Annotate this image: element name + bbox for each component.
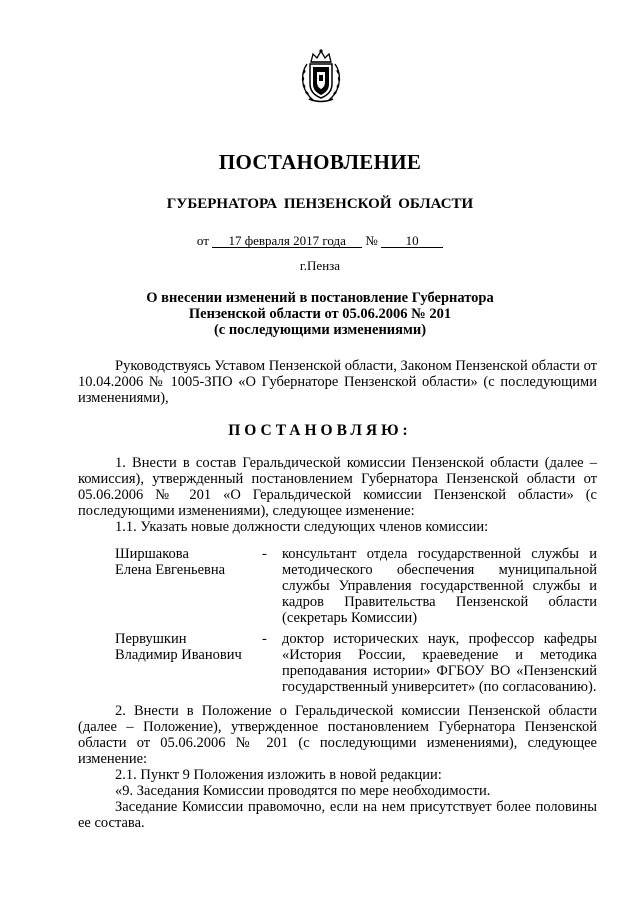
member-1-role: консультант отдела государственной службы и методического обеспечения муниципальной службы Управления государственной службы и кадров Правительства Пензенской области (секретарь Комиссии) <box>282 546 597 626</box>
member-1-name <box>115 546 255 578</box>
document-issuer: ГУБЕРНАТОРА ПЕНЗЕНСКОЙ ОБЛАСТИ <box>166 196 474 212</box>
coat-of-arms-emblem <box>299 48 343 104</box>
decree-heading: ПОСТАНОВЛЯЮ: <box>228 422 412 439</box>
document-city: г.Пенза <box>299 258 341 273</box>
document-number: 10 <box>381 234 443 248</box>
date-prefix: от <box>196 233 209 248</box>
item-2-1-paragraph: 2.1. Пункт 9 Положения изложить в новой редакции: <box>115 767 442 783</box>
heading-line-2: Пензенской области от 05.06.2006 № 201 <box>188 306 452 322</box>
heading-line-1: О внесении изменений в постановление Губернатора <box>146 290 494 306</box>
item-1-1-paragraph: 1.1. Указать новые должности следующих членов комиссии: <box>115 519 489 535</box>
member-2-role: доктор исторических наук, профессор кафедры «История России, краеведение и методика преподавания истории» ФГБОУ ВО «Пензенский государственный университет» (по согласованию). <box>282 631 597 695</box>
document-date: 17 февраля 2017 года <box>212 234 362 248</box>
quorum-paragraph: Заседание Комиссии правомочно, если на нем присутствует более половины ее состава. <box>78 799 597 831</box>
intro-paragraph: Руководствуясь Уставом Пензенской области, Законом Пензенской области от 10.04.2006 № 1005-ЗПО «О Губернаторе Пензенской области» (с последующими изменениями), <box>78 358 597 406</box>
number-sign: № <box>365 233 378 248</box>
document-title: ПОСТАНОВЛЕНИЕ <box>218 150 422 174</box>
member-given-name: Владимир Иванович <box>115 647 242 663</box>
member-2-name <box>115 631 255 663</box>
item-2-paragraph: 2. Внести в Положение о Геральдической комиссии Пензенской области (далее – Положение), утвержденное постановлением Губернатора Пензенской области от 05.06.2006 № 201 (с последующими изменениями), следующее изменение: <box>78 703 597 767</box>
member-1-dash: - <box>262 546 267 562</box>
member-2-dash: - <box>262 631 267 647</box>
item-9-paragraph: «9. Заседания Комиссии проводятся по мере необходимости. <box>115 783 491 799</box>
heading-line-3: (с последующими изменениями) <box>213 322 427 338</box>
member-surname: Первушкин <box>115 631 187 647</box>
member-surname: Ширшакова <box>115 546 189 562</box>
date-number-line <box>0 233 640 249</box>
member-given-name: Елена Евгеньевна <box>115 562 226 578</box>
document-heading <box>0 290 640 338</box>
item-1-paragraph: 1. Внести в состав Геральдической комиссии Пензенской области (далее – комиссия), утвержденный постановлением Губернатора Пензенской области от 05.06.2006 № 201 «О Геральдической комиссии Пензенской области» (с последующими изменениями), следующее изменение: <box>78 455 597 519</box>
